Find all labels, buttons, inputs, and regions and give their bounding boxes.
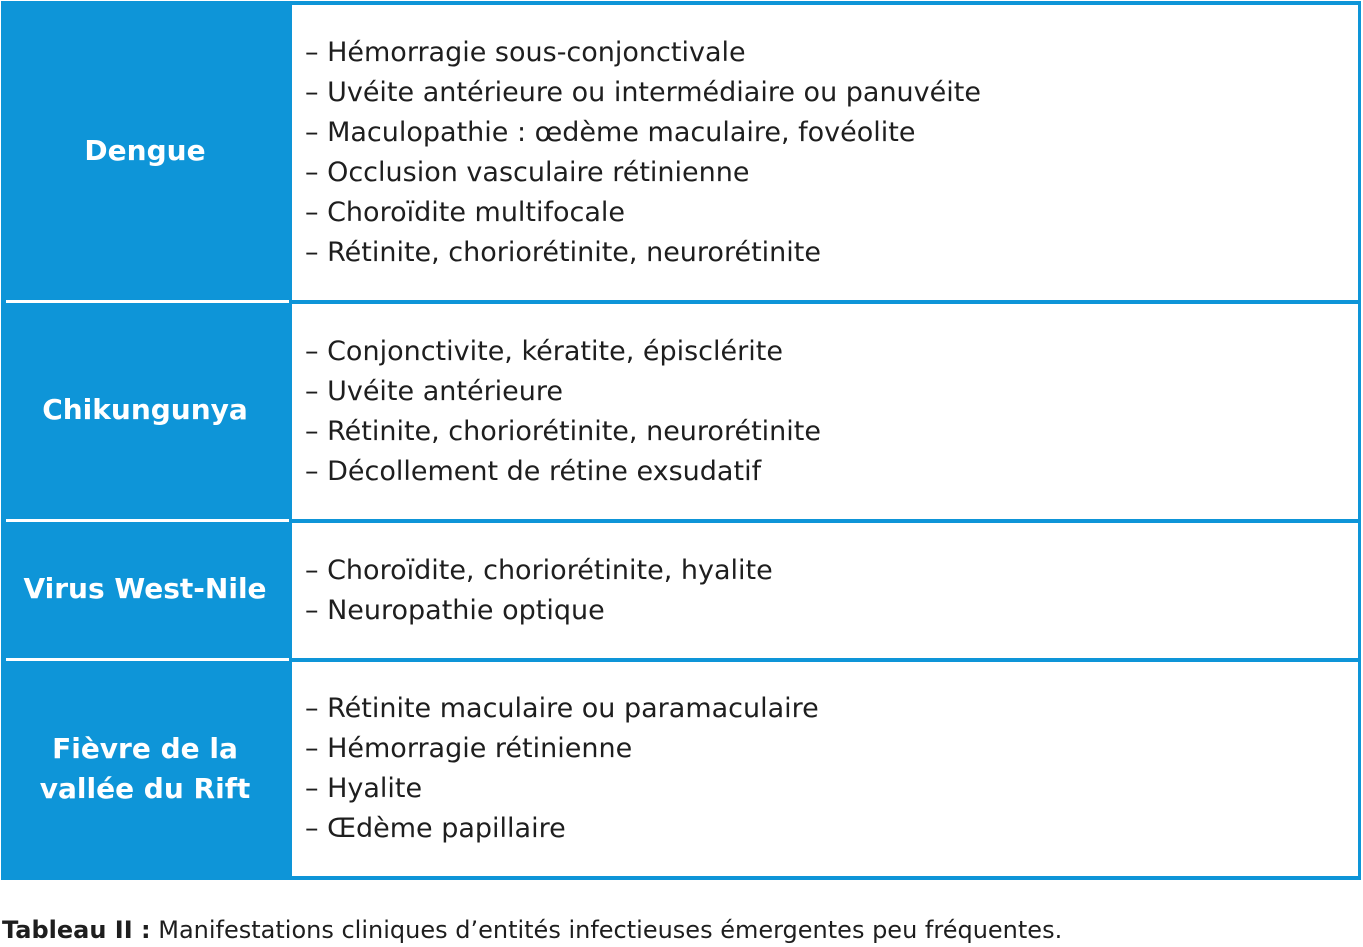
row-label-line: Fièvre de la — [52, 732, 238, 765]
caption-text: Manifestations cliniques d’entités infectieuses émergentes peu fréquentes. — [150, 916, 1063, 944]
caption-label: Tableau II : — [2, 916, 151, 944]
list-item: – Hémorragie rétinienne — [305, 733, 633, 764]
row-content-dengue — [292, 5, 1358, 300]
row-label-line: Virus West-Nile — [23, 572, 267, 605]
list-item: – Choroïdite multifocale — [305, 196, 626, 228]
list-item: – Choroïdite, choriorétinite, hyalite — [305, 554, 773, 586]
table-row-west-nile — [1, 519, 1361, 659]
row-label-west-nile — [1, 519, 289, 659]
manifestations-table — [1, 1, 1361, 880]
table-row-rift-valley — [1, 658, 1361, 880]
row-label-dengue — [1, 1, 289, 301]
list-item: – Rétinite maculaire ou paramaculaire — [305, 693, 819, 724]
row-label-line: vallée du Rift — [39, 772, 251, 805]
list-item: – Maculopathie : œdème maculaire, fovéolite — [305, 116, 916, 148]
list-item: – Rétinite, choriorétinite, neurorétinite — [305, 415, 821, 447]
row-label-chikungunya — [1, 300, 289, 520]
list-item: – Occlusion vasculaire rétinienne — [305, 156, 750, 188]
list-item: – Rétinite, choriorétinite, neurorétinite — [305, 236, 821, 268]
table-caption — [2, 913, 1062, 947]
list-item: – Hémorragie sous-conjonctivale — [305, 36, 746, 68]
list-item: – Conjonctivite, kératite, épisclérite — [305, 335, 783, 367]
row-label-rift-valley — [1, 658, 289, 880]
list-item: – Neuropathie optique — [305, 594, 605, 626]
row-content-chikungunya — [292, 304, 1358, 519]
list-item: – Uvéite antérieure — [305, 375, 564, 407]
list-item: – Hyalite — [305, 773, 423, 804]
row-label-line: Chikungunya — [42, 393, 248, 426]
list-item: – Œdème papillaire — [305, 813, 566, 844]
table-row-dengue — [1, 1, 1361, 301]
list-item: – Uvéite antérieure ou intermédiaire ou panuvéite — [305, 76, 981, 108]
row-label-line: Dengue — [84, 134, 206, 167]
row-content-rift-valley — [292, 662, 1358, 876]
table-row-chikungunya — [1, 300, 1361, 520]
list-item: – Décollement de rétine exsudatif — [305, 455, 762, 487]
row-content-west-nile — [292, 523, 1358, 658]
